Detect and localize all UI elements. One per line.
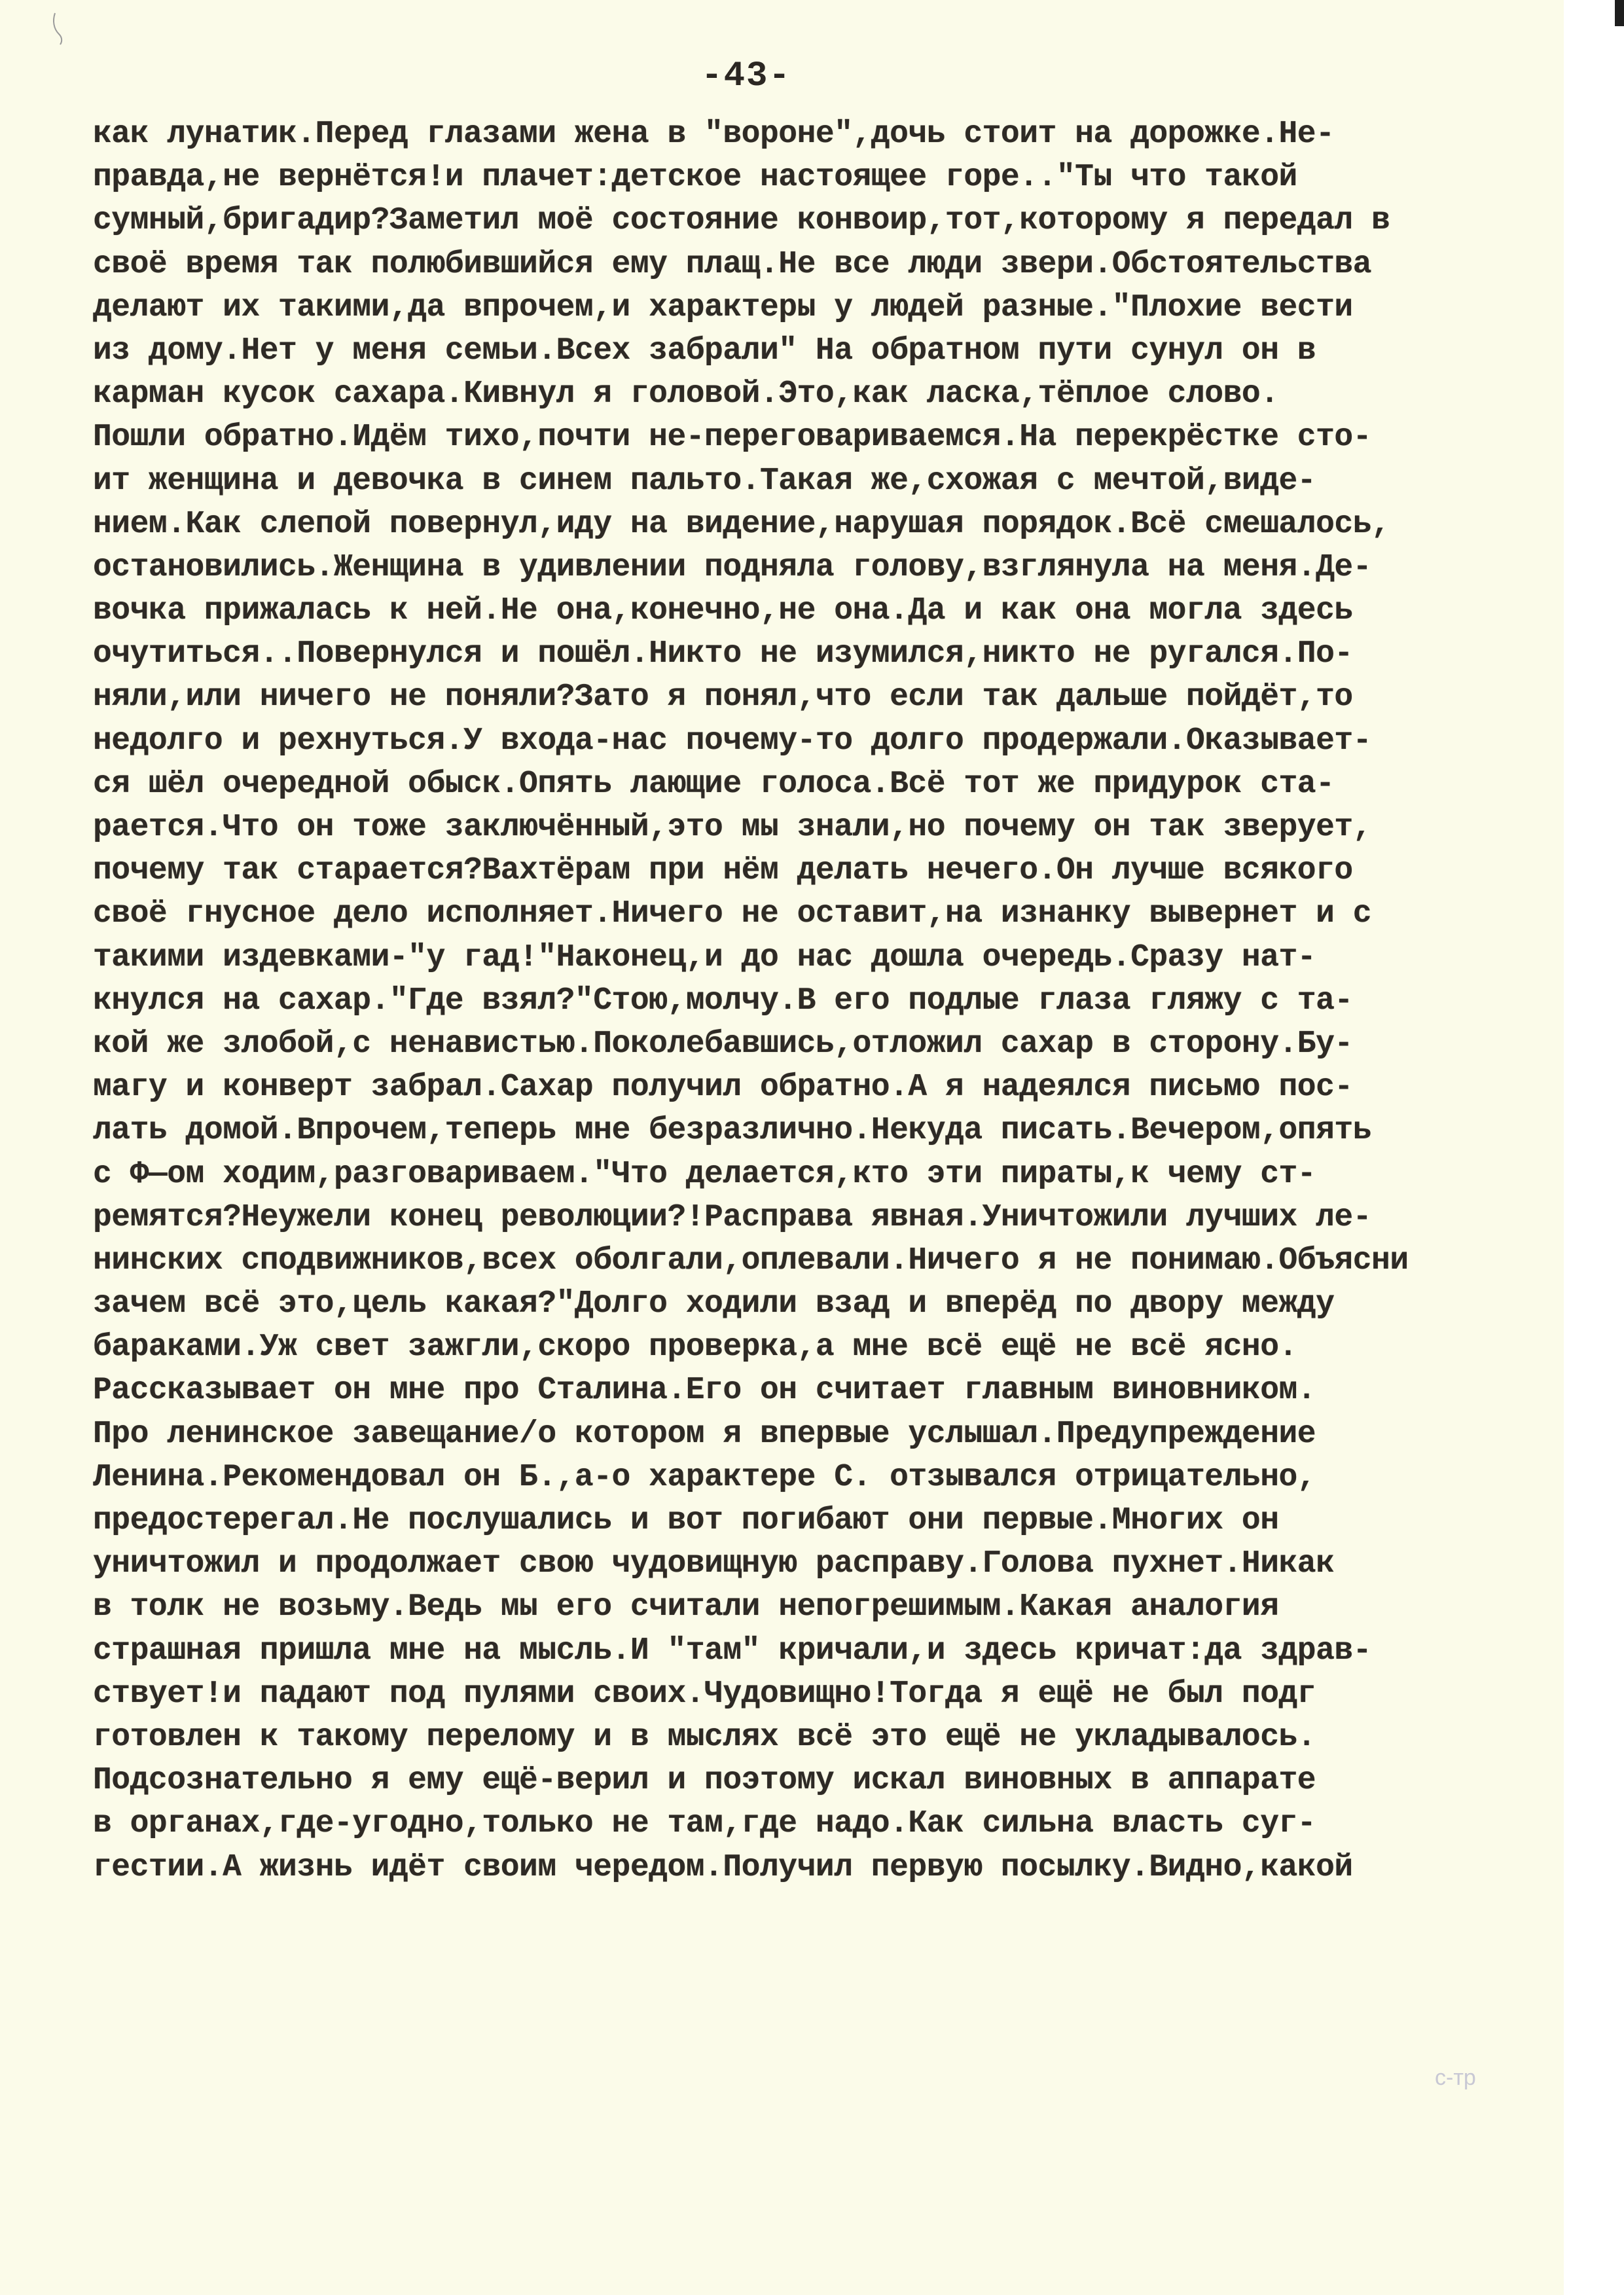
text-line: в толк не возьму.Ведь мы его считали непогрешимым.Какая аналогия	[93, 1589, 1279, 1625]
text-line: почему так старается?Вахтёрам при нём делать нечего.Он лучше всякого	[93, 853, 1353, 889]
text-line: Ленина.Рекомендовал он Б.,а-о характере С. отзывался отрицательно,	[93, 1459, 1316, 1495]
text-line: няли,или ничего не поняли?Зато я понял,что если так дальше пойдёт,то	[93, 679, 1353, 715]
text-line: Рассказывает он мне про Сталина.Его он считает главным виновником.	[93, 1373, 1316, 1409]
text-line: в органах,где-угодно,только не там,где надо.Как сильна власть суг-	[93, 1806, 1316, 1842]
page-number: -43-	[701, 56, 791, 96]
text-line: лать домой.Впрочем,теперь мне безразлично.Некуда писать.Вечером,опять	[93, 1113, 1372, 1149]
text-line: правда,не вернётся!и плачет:детское настоящее горе.."Ты что такой	[93, 160, 1297, 196]
text-line: уничтожил и продолжает свою чудовищную расправу.Голова пухнет.Никак	[93, 1546, 1335, 1582]
pencil-mark	[46, 9, 72, 48]
text-line: с Ф—ом ходим,разговариваем."Что делается,кто эти пираты,к чему ст-	[93, 1156, 1316, 1192]
text-line: предостерегал.Не послушались и вот погибают они первые.Многих он	[93, 1503, 1279, 1538]
text-line: бараками.Уж свет зажгли,скоро проверка,а мне всё ещё не всё ясно.	[93, 1329, 1297, 1365]
text-line: своё время так полюбившийся ему плащ.Не все люди звери.Обстоятельства	[93, 246, 1372, 282]
scan-edge-mark	[1615, 0, 1624, 26]
text-line: зачем всё это,цель какая?"Долго ходили взад и вперёд по двору между	[93, 1286, 1335, 1322]
text-line: карман кусок сахара.Кивнул я головой.Это,как ласка,тёплое слово.	[93, 376, 1279, 412]
text-line: из дому.Нет у меня семьи.Всех забрали" На обратном пути сунул он в	[93, 333, 1316, 369]
text-line: своё гнусное дело исполняет.Ничего не оставит,на изнанку вывернет и с	[93, 896, 1372, 932]
text-line: остановились.Женщина в удивлении подняла голову,взглянула на меня.Де-	[93, 549, 1372, 585]
text-line: готовлен к такому перелому и в мыслях всё это ещё не укладывалось.	[93, 1719, 1316, 1755]
text-line: Про ленинское завещание/о котором я впервые услышал.Предупреждение	[93, 1416, 1316, 1452]
text-line: ствует!и падают под пулями своих.Чудовищно!Тогда я ещё не был подг	[93, 1676, 1316, 1712]
typed-text-body	[93, 113, 1494, 1889]
text-line: ит женщина и девочка в синем пальто.Такая же,схожая с мечтой,виде-	[93, 463, 1316, 499]
text-line: Пошли обратно.Идём тихо,почти не-переговариваемся.На перекрёстке сто-	[93, 420, 1372, 456]
text-line: вочка прижалась к ней.Не она,конечно,не она.Да и как она могла здесь	[93, 593, 1353, 629]
text-line: нинских сподвижников,всех оболгали,оплевали.Ничего я не понимаю.Объясни	[93, 1242, 1409, 1278]
text-line: такими издевками-"у гад!"Наконец,и до нас дошла очередь.Сразу нат-	[93, 939, 1316, 975]
text-line: как лунатик.Перед глазами жена в "вороне",дочь стоит на дорожке.Не-	[93, 117, 1335, 152]
text-line: кнулся на сахар."Где взял?"Стою,молчу.В его подлые глаза гляжу с та-	[93, 983, 1353, 1019]
text-line: рается.Что он тоже заключённый,это мы знали,но почему он так зверует,	[93, 810, 1372, 845]
text-line: делают их такими,да впрочем,и характеры у людей разные."Плохие вести	[93, 289, 1353, 325]
text-line: ремятся?Неужели конец революции?!Расправа явная.Уничтожили лучших ле-	[93, 1199, 1372, 1235]
margin-note: с-тр	[1435, 2065, 1476, 2090]
text-line: сумный,бригадир?Заметил моё состояние конвоир,тот,которому я передал в	[93, 203, 1390, 239]
text-line: кой же злобой,с ненавистью.Поколебавшись,отложил сахар в сторону.Бу-	[93, 1026, 1353, 1062]
text-line: нием.Как слепой повернул,иду на видение,нарушая порядок.Всё смешалось,	[93, 506, 1390, 542]
text-line: страшная пришла мне на мысль.И "там" кричали,и здесь кричат:да здрав-	[93, 1633, 1372, 1669]
text-line: Подсознательно я ему ещё-верил и поэтому искал виновных в аппарате	[93, 1763, 1316, 1799]
scan-edge	[1564, 0, 1624, 2295]
text-line: недолго и рехнуться.У входа-нас почему-то долго продержали.Оказывает-	[93, 723, 1372, 759]
text-line: ся шёл очередной обыск.Опять лающие голоса.Всё тот же придурок ста-	[93, 766, 1335, 802]
text-line: гестии.А жизнь идёт своим чередом.Получил первую посылку.Видно,какой	[93, 1849, 1353, 1885]
text-line: магу и конверт забрал.Сахар получил обратно.А я надеялся письмо пос-	[93, 1070, 1353, 1106]
text-line: очутиться..Повернулся и пошёл.Никто не изумился,никто не ругался.По-	[93, 636, 1353, 672]
